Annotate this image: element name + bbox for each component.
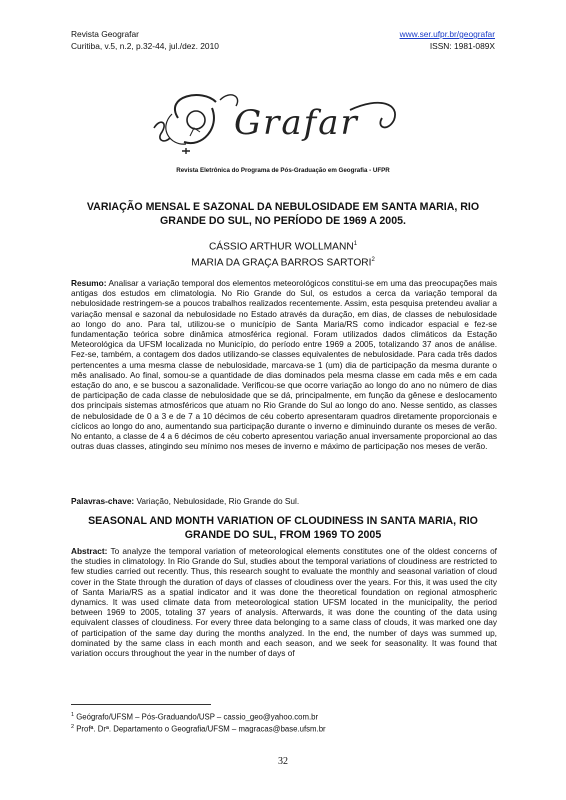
author-list bbox=[71, 238, 495, 270]
journal-name: Revista Geografar bbox=[71, 29, 139, 39]
footnote: $^2$ Profª. Drª. Departamento o Geografia/UFSM – magracas@base.ufsm.br bbox=[71, 724, 326, 734]
journal-header-right bbox=[400, 28, 495, 52]
author: CÁSSIO ARTHUR WOLLMANN$^1$ bbox=[208, 241, 358, 253]
palavras-chave-text: Variação, Nebulosidade, Rio Grande do Sul. bbox=[136, 496, 300, 506]
author: MARIA DA GRAÇA BARROS SARTORI$^2$ bbox=[191, 256, 375, 269]
footnote: $^1$ Geógrafo/UFSM – Pós-Graduando/USP – cassio_geo@yahoo.com.br bbox=[71, 712, 319, 722]
palavras-chave-label: Palavras-chave: bbox=[71, 496, 135, 506]
globe-icon bbox=[154, 95, 238, 154]
logo-subtitle: Revista Eletrônica do Programa de Pós-Graduação em Geografia - UFPR bbox=[176, 167, 390, 174]
palavras-chave bbox=[71, 496, 299, 506]
logo-wordmark: Grafar bbox=[234, 103, 359, 143]
resumo-paragraph bbox=[71, 278, 497, 451]
abstract-label: Abstract: bbox=[71, 546, 108, 556]
article-title-pt: VARIAÇÃO MENSAL E SAZONAL DA NEBULOSIDADE EM SANTA MARIA, RIO GRANDE DO SUL, NO PERÍODO DE 1969 A 2005. bbox=[86, 201, 480, 227]
journal-issue: Curitiba, v.5, n.2, p.32-44, jul./dez. 2010 bbox=[71, 41, 219, 51]
journal-issn: ISSN: 1981-089X bbox=[429, 41, 495, 51]
article-title-en: SEASONAL AND MONTH VARIATION OF CLOUDINESS IN SANTA MARIA, RIO GRANDE DO SUL, FROM 1969 TO 2005 bbox=[88, 515, 478, 541]
resumo-label: Resumo: bbox=[71, 278, 107, 288]
page-number: 32 bbox=[278, 756, 288, 767]
journal-url-link[interactable]: www.ser.ufpr.br/geografar bbox=[399, 29, 495, 39]
footnote-divider bbox=[71, 704, 211, 705]
geografar-logo bbox=[150, 88, 420, 158]
abstract-paragraph bbox=[71, 546, 497, 658]
journal-header-left bbox=[71, 28, 219, 52]
resumo-text: Analisar a variação temporal dos elementos meteorológicos constitui-se em uma das preocupações mais antigas dos estudos em climatologia. No Rio Grande do Sul, os estudos a cerca da variação temporal da nebulosidade restringem-se a poucos trabalhos realizados recentemente. Assim, esta pesquisa pretendeu avaliar a variação mensal e sazonal da nebulosidade no Estado através da duração, em dias, de classes de nebulosidade ao longo do ano. Para tal, utilizou-se o município de Santa Maria/RS como indicador espacial e fez-se fundamentação teórica sobre dinâmica atmosférica regional. Foram utilizados dados climáticos da Estação Meteorológica da UFSM localizada no Município, do período entre 1969 a 2005, totalizando 37 anos de análise. Fez-se, também, a contagem dos dados utilizando-se classes equivalentes de nebulosidade. Para cada três dados pertencentes a uma mesma classe de nebulosidade, marcava-se 1 (um) dia de participação da mesma durante o mês analisado. Ao final, somou-se a quantidade de dias dominados pela mesma classe em cada mês e em cada estação do ano, e se buscou a sazonalidade. Verificou-se que ocorre variação ao longo do ano no número de dias de participação de cada classe de nebulosidade que se dá, principalmente, em função da gênese e deslocamento dos principais sistemas atmosféricos que atuam no Rio Grande do Sul ao longo do ano. Nesse sentido, as classes de nebulosidade de 0 a 3 e de 7 a 10 décimos de céu coberto apresentaram quadros diretamente proporcionais e cíclicos ao longo do ano, aumentando sua participação durante o inverno e diminuindo durante os meses de verão. No entanto, a classe de 4 a 6 décimos de céu coberto apresentou variação anual inversamente proporcional ao das outras duas classes, atingindo seu mínimo nos meses de inverno e máximo de participação nos meses de verão. bbox=[71, 278, 497, 452]
abstract-text: To analyze the temporal variation of meteorological elements constitutes one of the oldest concerns of the studies in climatology. In Rio Grande do Sul, studies about the temporal variations of cloudiness are restricted to few studies carried out recently. Thus, this research sought to evaluate the monthly and seasonal variation of cloud cover in the State through the duration of days of classes of cloudiness over the years. For this, it was used the city of Santa Maria/RS as a spatial indicator and it was done the theoretical foundation on regional atmospheric dynamics. It was used climate data from meteorological station UFSM located in the municipality, the period between 1969 to 2005, totaling 37 years of analysis. Afterwards, it was done the counting of the data using equivalent classes of cloudiness. For every three data belonging to a same class of clouds, it was marked one day of participation of the same day during the months analyzed. In the end, the number of days was summed up, dominated by the same class in each month and each season, and we seek for seasonality. It was found that variation occurs throughout the year in the number of days of bbox=[71, 546, 497, 659]
